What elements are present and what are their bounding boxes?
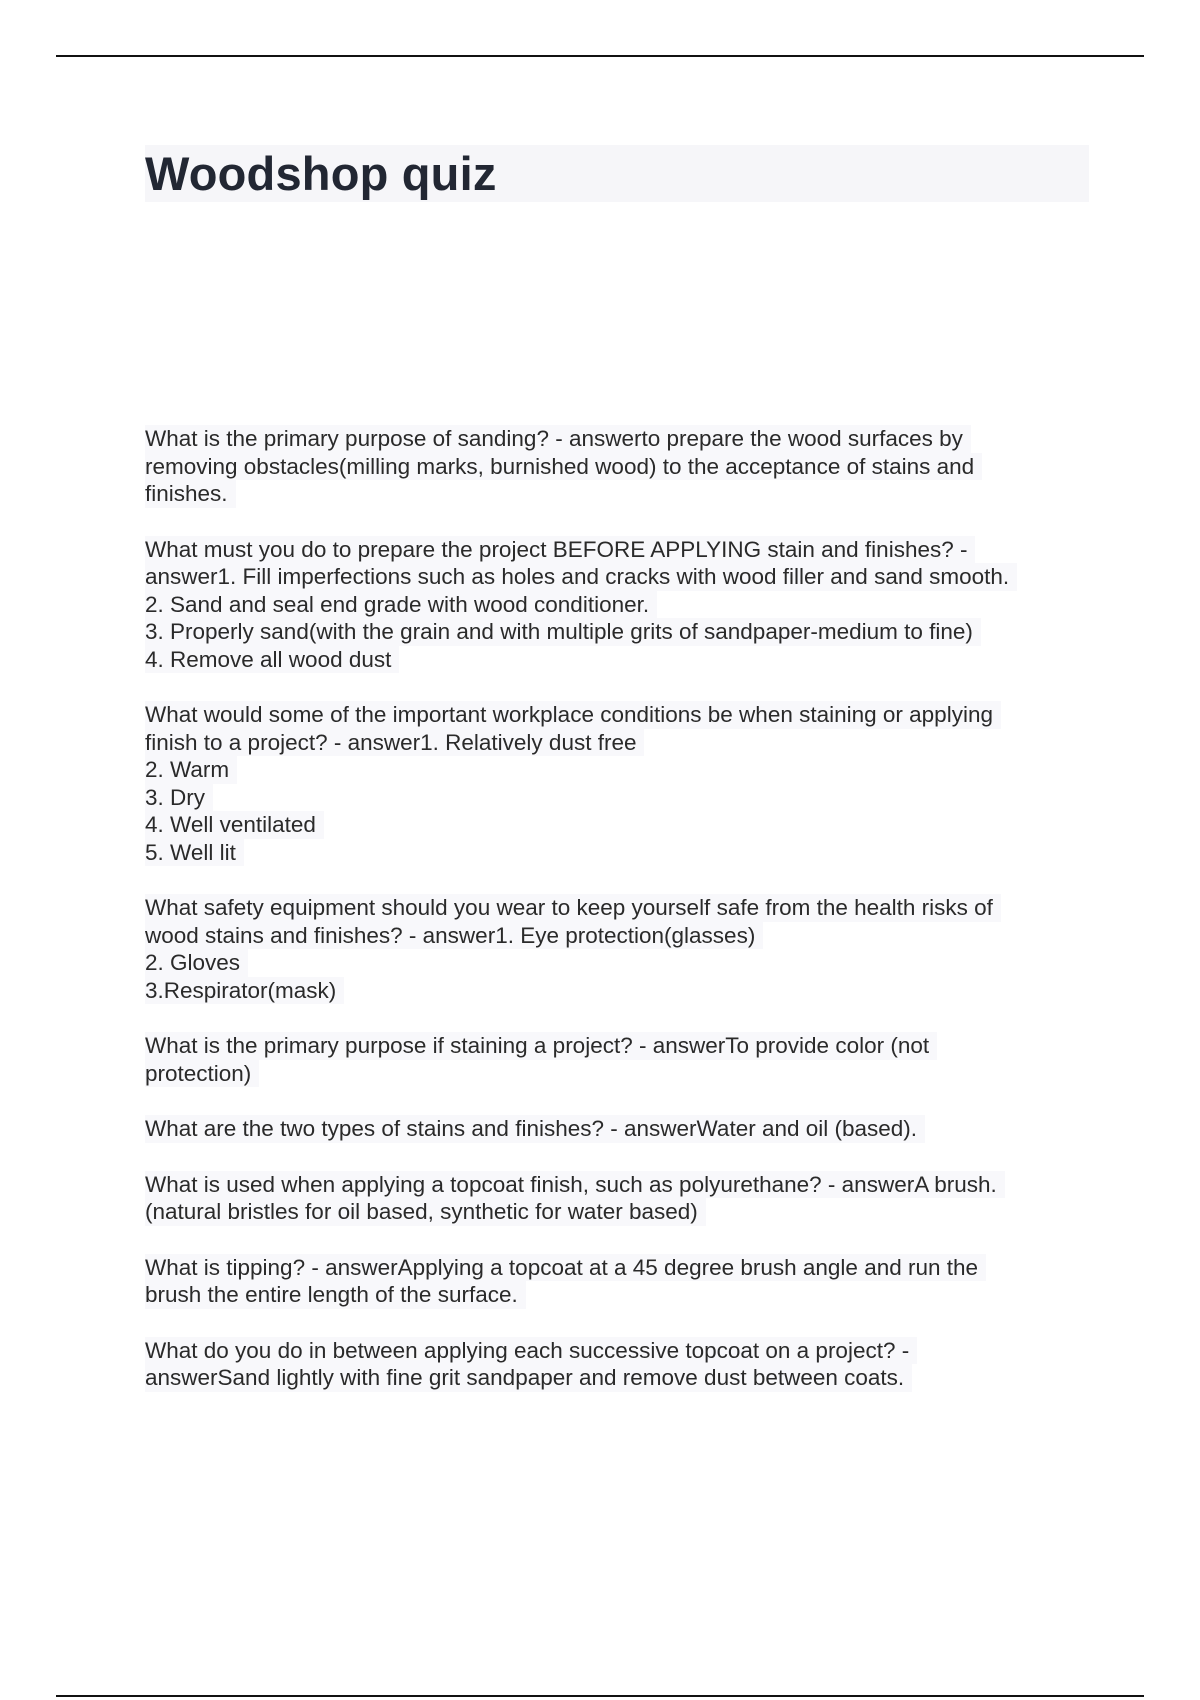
qa-text-line: 2. Warm bbox=[145, 756, 237, 784]
qa-text-line: What must you do to prepare the project BEFORE APPLYING stain and finishes? - bbox=[145, 536, 975, 564]
qa-item bbox=[145, 1032, 1085, 1087]
qa-text-line: 2. Gloves bbox=[145, 949, 248, 977]
qa-text-line: What is used when applying a topcoat finish, such as polyurethane? - answerA brush. bbox=[145, 1171, 1005, 1199]
qa-item bbox=[145, 701, 1085, 866]
qa-text-line: wood stains and finishes? - answer1. Eye protection(glasses) bbox=[145, 922, 763, 950]
qa-item bbox=[145, 425, 1085, 508]
qa-text-line: 3. Properly sand(with the grain and with multiple grits of sandpaper-medium to fine) bbox=[145, 618, 981, 646]
qa-text-line: What safety equipment should you wear to keep yourself safe from the health risks of bbox=[145, 894, 1001, 922]
bottom-rule bbox=[56, 1695, 1144, 1697]
qa-item bbox=[145, 1337, 1085, 1392]
qa-text-line: 4. Remove all wood dust bbox=[145, 646, 399, 674]
qa-item bbox=[145, 536, 1085, 674]
qa-text-line: removing obstacles(milling marks, burnished wood) to the acceptance of stains and bbox=[145, 453, 982, 481]
qa-text-line: 4. Well ventilated bbox=[145, 811, 324, 839]
qa-text-line: protection) bbox=[145, 1060, 259, 1088]
qa-text-line: 3.Respirator(mask) bbox=[145, 977, 344, 1005]
qa-text-line: finish to a project? - answer1. Relatively dust free bbox=[145, 729, 644, 757]
qa-item bbox=[145, 894, 1085, 1004]
qa-text-line: What would some of the important workplace conditions be when staining or applying bbox=[145, 701, 1001, 729]
qa-item bbox=[145, 1171, 1085, 1226]
qa-text-line: (natural bristles for oil based, synthetic for water based) bbox=[145, 1198, 706, 1226]
qa-text-line: 2. Sand and seal end grade with wood conditioner. bbox=[145, 591, 657, 619]
qa-text-line: What are the two types of stains and finishes? - answerWater and oil (based). bbox=[145, 1115, 925, 1143]
qa-item bbox=[145, 1115, 1085, 1143]
qa-list bbox=[145, 425, 1085, 1420]
qa-text-line: 3. Dry bbox=[145, 784, 213, 812]
qa-text-line: What do you do in between applying each successive topcoat on a project? - bbox=[145, 1337, 917, 1365]
qa-text-line: What is the primary purpose if staining a project? - answerTo provide color (not bbox=[145, 1032, 937, 1060]
qa-text-line: 5. Well lit bbox=[145, 839, 244, 867]
qa-text-line: What is tipping? - answerApplying a topcoat at a 45 degree brush angle and run the bbox=[145, 1254, 986, 1282]
qa-text-line: brush the entire length of the surface. bbox=[145, 1281, 526, 1309]
qa-item bbox=[145, 1254, 1085, 1309]
top-rule bbox=[56, 55, 1144, 57]
qa-text-line: answerSand lightly with fine grit sandpaper and remove dust between coats. bbox=[145, 1364, 912, 1392]
qa-text-line: What is the primary purpose of sanding? - answerto prepare the wood surfaces by bbox=[145, 425, 971, 453]
qa-text-line: finishes. bbox=[145, 480, 236, 508]
qa-text-line: answer1. Fill imperfections such as holes and cracks with wood filler and sand smooth. bbox=[145, 563, 1017, 591]
page-title: Woodshop quiz bbox=[145, 147, 497, 200]
